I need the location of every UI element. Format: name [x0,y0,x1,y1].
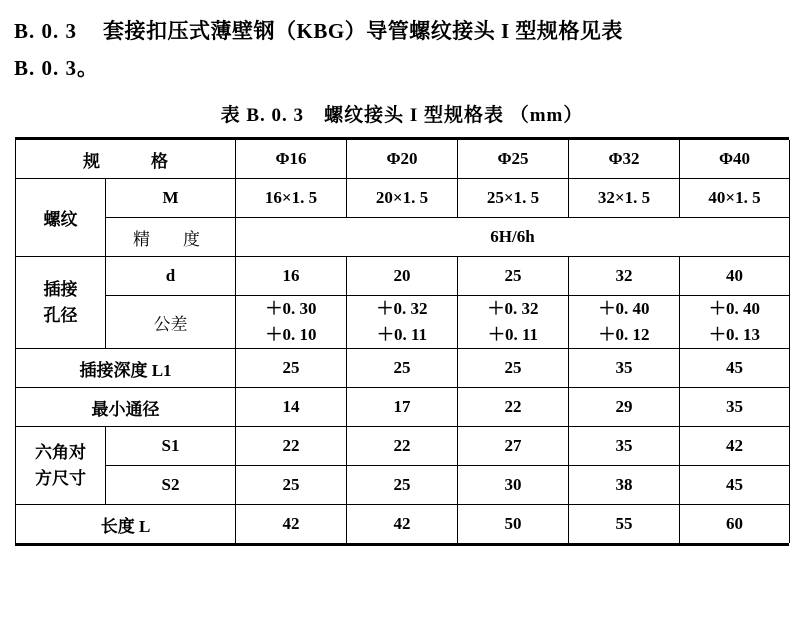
table-caption-text: 螺纹接头 I 型规格表 （mm） [324,105,584,126]
cell-tolerance-4-upper: ＋0. 40 [709,299,760,318]
spec-table-wrapper [15,137,789,546]
cell-insert-depth-1: 25 [347,349,458,388]
cell-tolerance-4-lower: ＋0. 13 [709,325,760,344]
cell-s2-4: 45 [680,466,790,505]
cell-m-1: 20×1. 5 [347,179,458,218]
row-label-precision: 精 度 [106,218,236,257]
table-row [16,296,790,349]
table-row [16,388,790,427]
table-row [16,257,790,296]
cell-tolerance-4 [680,296,790,349]
cell-tolerance-1 [347,296,458,349]
cell-m-0: 16×1. 5 [236,179,347,218]
table-caption [14,100,790,127]
group-label-hex-line2: 方尺寸 [35,468,86,488]
table-row [16,505,790,544]
cell-s1-4: 42 [680,427,790,466]
row-label-tolerance: 公差 [106,296,236,349]
table-row [16,427,790,466]
cell-tolerance-3 [569,296,680,349]
cell-s1-1: 22 [347,427,458,466]
header-column-0: Φ16 [236,140,347,179]
table-row [16,179,790,218]
cell-d-1: 20 [347,257,458,296]
clause-text: 套接扣压式薄壁钢（KBG）导管螺纹接头 I 型规格见表 [103,19,623,43]
table-row [16,218,790,257]
table-caption-number: 表 B. 0. 3 [220,105,305,126]
clause-paragraph [14,12,790,50]
table-header-row [16,140,790,179]
document-page [0,12,804,633]
header-column-3: Φ32 [569,140,680,179]
cell-insert-depth-4: 45 [680,349,790,388]
table-row [16,466,790,505]
clause-paragraph-line2: B. 0. 3。 [14,56,100,80]
cell-min-diameter-4: 35 [680,388,790,427]
cell-s2-1: 25 [347,466,458,505]
cell-insert-depth-0: 25 [236,349,347,388]
cell-tolerance-2 [458,296,569,349]
cell-length-2: 50 [458,505,569,544]
cell-tolerance-0 [236,296,347,349]
row-label-length: 长度 L [16,505,236,544]
header-column-2: Φ25 [458,140,569,179]
header-spec-label: 规 格 [16,140,236,179]
table-row [16,349,790,388]
row-label-m: M [106,179,236,218]
cell-tolerance-1-lower: ＋0. 11 [376,325,428,344]
cell-insert-depth-2: 25 [458,349,569,388]
cell-m-4: 40×1. 5 [680,179,790,218]
cell-s1-0: 22 [236,427,347,466]
row-label-insert-depth: 插接深度 L1 [16,349,236,388]
cell-insert-depth-3: 35 [569,349,680,388]
cell-min-diameter-1: 17 [347,388,458,427]
cell-tolerance-2-upper: ＋0. 32 [487,299,539,318]
cell-min-diameter-0: 14 [236,388,347,427]
cell-length-0: 42 [236,505,347,544]
cell-s2-2: 30 [458,466,569,505]
row-label-min-diameter: 最小通径 [16,388,236,427]
cell-length-3: 55 [569,505,680,544]
group-label-hole-line1: 插接 [43,279,78,299]
cell-tolerance-1-upper: ＋0. 32 [376,299,428,318]
row-label-s1: S1 [106,427,236,466]
cell-tolerance-0-lower: ＋0. 10 [265,325,317,344]
cell-m-2: 25×1. 5 [458,179,569,218]
header-column-1: Φ20 [347,140,458,179]
clause-number: B. 0. 3 [14,19,78,43]
cell-length-1: 42 [347,505,458,544]
row-label-d: d [106,257,236,296]
cell-d-2: 25 [458,257,569,296]
cell-tolerance-2-lower: ＋0. 11 [487,325,539,344]
cell-precision-merged: 6H/6h [236,218,790,257]
cell-min-diameter-2: 22 [458,388,569,427]
group-label-hex [16,427,106,505]
cell-min-diameter-3: 29 [569,388,680,427]
cell-s2-3: 38 [569,466,680,505]
header-column-4: Φ40 [680,140,790,179]
group-label-thread: 螺纹 [16,179,106,257]
cell-length-4: 60 [680,505,790,544]
group-label-hole [16,257,106,349]
cell-d-0: 16 [236,257,347,296]
group-label-hole-line2: 孔径 [43,305,78,325]
cell-s1-3: 35 [569,427,680,466]
cell-tolerance-0-upper: ＋0. 30 [265,299,317,318]
cell-tolerance-3-upper: ＋0. 40 [598,299,650,318]
row-label-s2: S2 [106,466,236,505]
cell-m-3: 32×1. 5 [569,179,680,218]
cell-d-4: 40 [680,257,790,296]
spec-table [15,140,790,543]
group-label-hex-line1: 六角对 [35,442,86,462]
cell-d-3: 32 [569,257,680,296]
cell-tolerance-3-lower: ＋0. 12 [598,325,650,344]
cell-s1-2: 27 [458,427,569,466]
cell-s2-0: 25 [236,466,347,505]
